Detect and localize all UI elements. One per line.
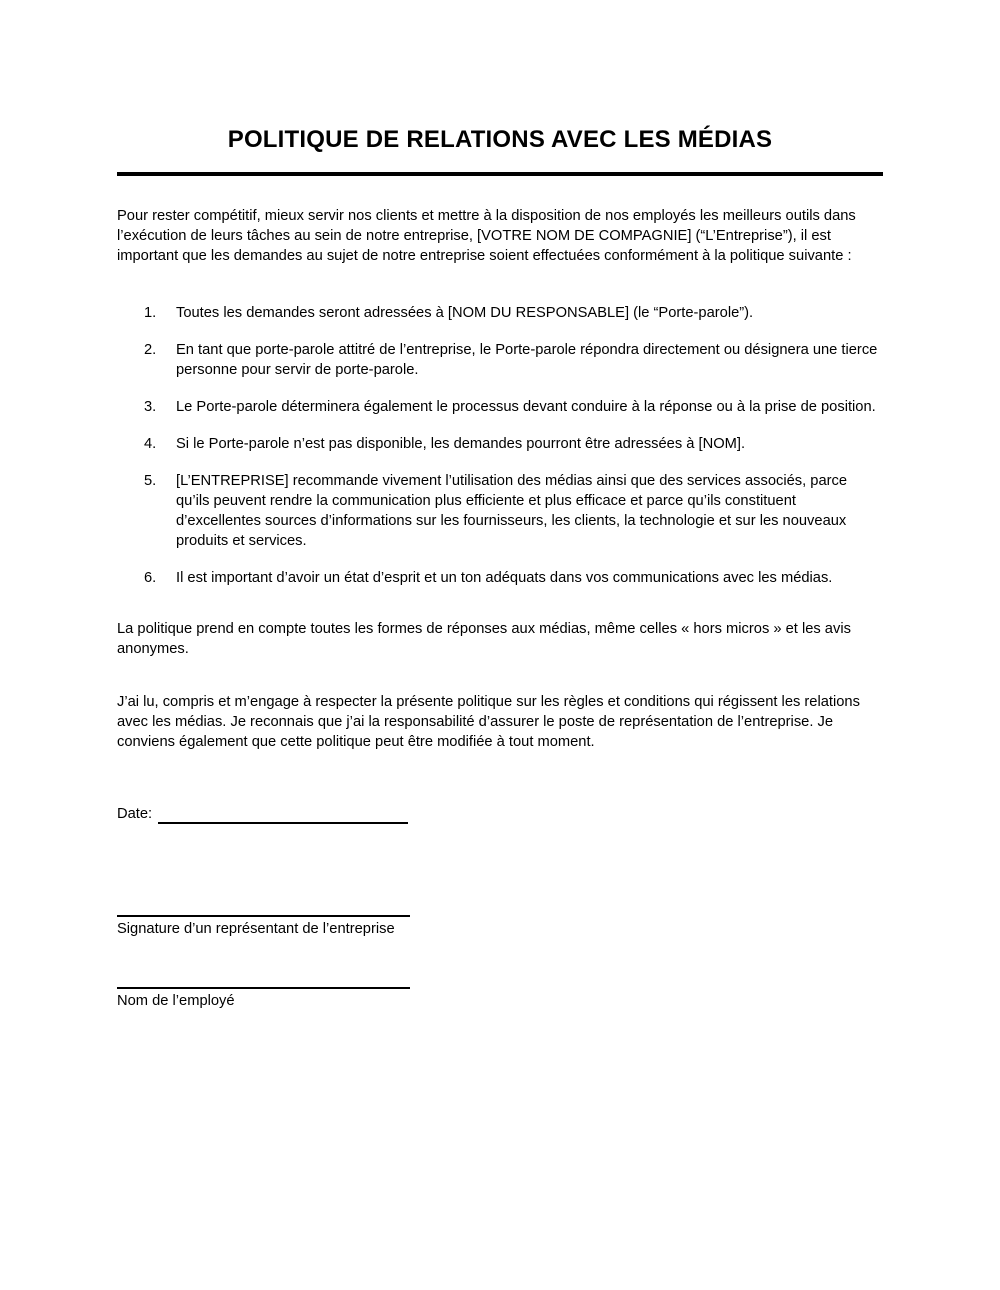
list-item (117, 340, 883, 380)
list-item (117, 397, 883, 417)
employee-name-label: Nom de l’employé (117, 993, 235, 1009)
date-label: Date: (117, 806, 153, 822)
list-item-text: En tant que porte-parole attitré de l’entreprise, le Porte-parole répondra directement ou désignera une tierce personne pour servir de porte-parole. (176, 342, 878, 378)
signature-label: Signature d’un représentant de l’entreprise (117, 921, 395, 937)
list-item (117, 568, 883, 588)
list-item-text: Toutes les demandes seront adressées à [NOM DU RESPONSABLE] (le “Porte-parole”). (176, 305, 754, 321)
page-title: POLITIQUE DE RELATIONS AVEC LES MÉDIAS (227, 126, 773, 153)
list-item-number: 5. (144, 473, 157, 489)
list-item-number: 6. (144, 570, 157, 586)
policy-list (117, 303, 883, 588)
list-item-text: [L’ENTREPRISE] recommande vivement l’utilisation des médias ainsi que des services associés, parce qu’ils peuvent rendre la communication plus efficiente et plus efficace et parce qu’ils constituent d’excellentes sources d’informations sur les fournisseurs, les clients, la technologie et sur les nouveaux produits et services. (176, 473, 848, 549)
list-item-text: Si le Porte-parole n’est pas disponible, les demandes pourront être adressées à [NOM]. (176, 436, 746, 452)
signature-block (117, 915, 883, 939)
list-item-number: 3. (144, 399, 157, 415)
intro-paragraph: Pour rester compétitif, mieux servir nos clients et mettre à la disposition de nos employés les meilleurs outils dans l’exécution de leurs tâches au sein de notre entreprise, [VOTRE NOM DE COMPAGNIE] (“L’Entreprise”), il est important que les demandes au sujet de notre entreprise soient effectuées conformément à la politique suivante : (117, 208, 856, 264)
list-item (117, 303, 883, 323)
list-item-number: 4. (144, 436, 157, 452)
list-item-text: Le Porte-parole déterminera également le processus devant conduire à la réponse ou à la prise de position. (176, 399, 876, 415)
date-fill-line (158, 806, 408, 824)
list-item-number: 2. (144, 342, 157, 358)
list-item-number: 1. (144, 305, 157, 321)
list-item (117, 434, 883, 454)
title-divider (117, 172, 883, 176)
employee-name-fill-line (117, 987, 410, 989)
acknowledgement-paragraph: J’ai lu, compris et m’engage à respecter la présente politique sur les règles et conditions qui régissent les relations avec les médias. Je reconnais que j’ai la responsabilité d’assurer le poste de représentation de l’entreprise. Je conviens également que cette politique peut être modifiée à tout moment. (117, 694, 860, 750)
media-responses-paragraph: La politique prend en compte toutes les formes de réponses aux médias, même celles « hors micros » et les avis anonymes. (117, 621, 851, 657)
signature-fill-line (117, 915, 410, 917)
employee-name-block (117, 987, 883, 1011)
document-content (117, 0, 883, 1011)
list-item (117, 471, 883, 551)
list-item-text: Il est important d’avoir un état d’esprit et un ton adéquats dans vos communications avec les médias. (176, 570, 833, 586)
date-row (117, 804, 883, 824)
